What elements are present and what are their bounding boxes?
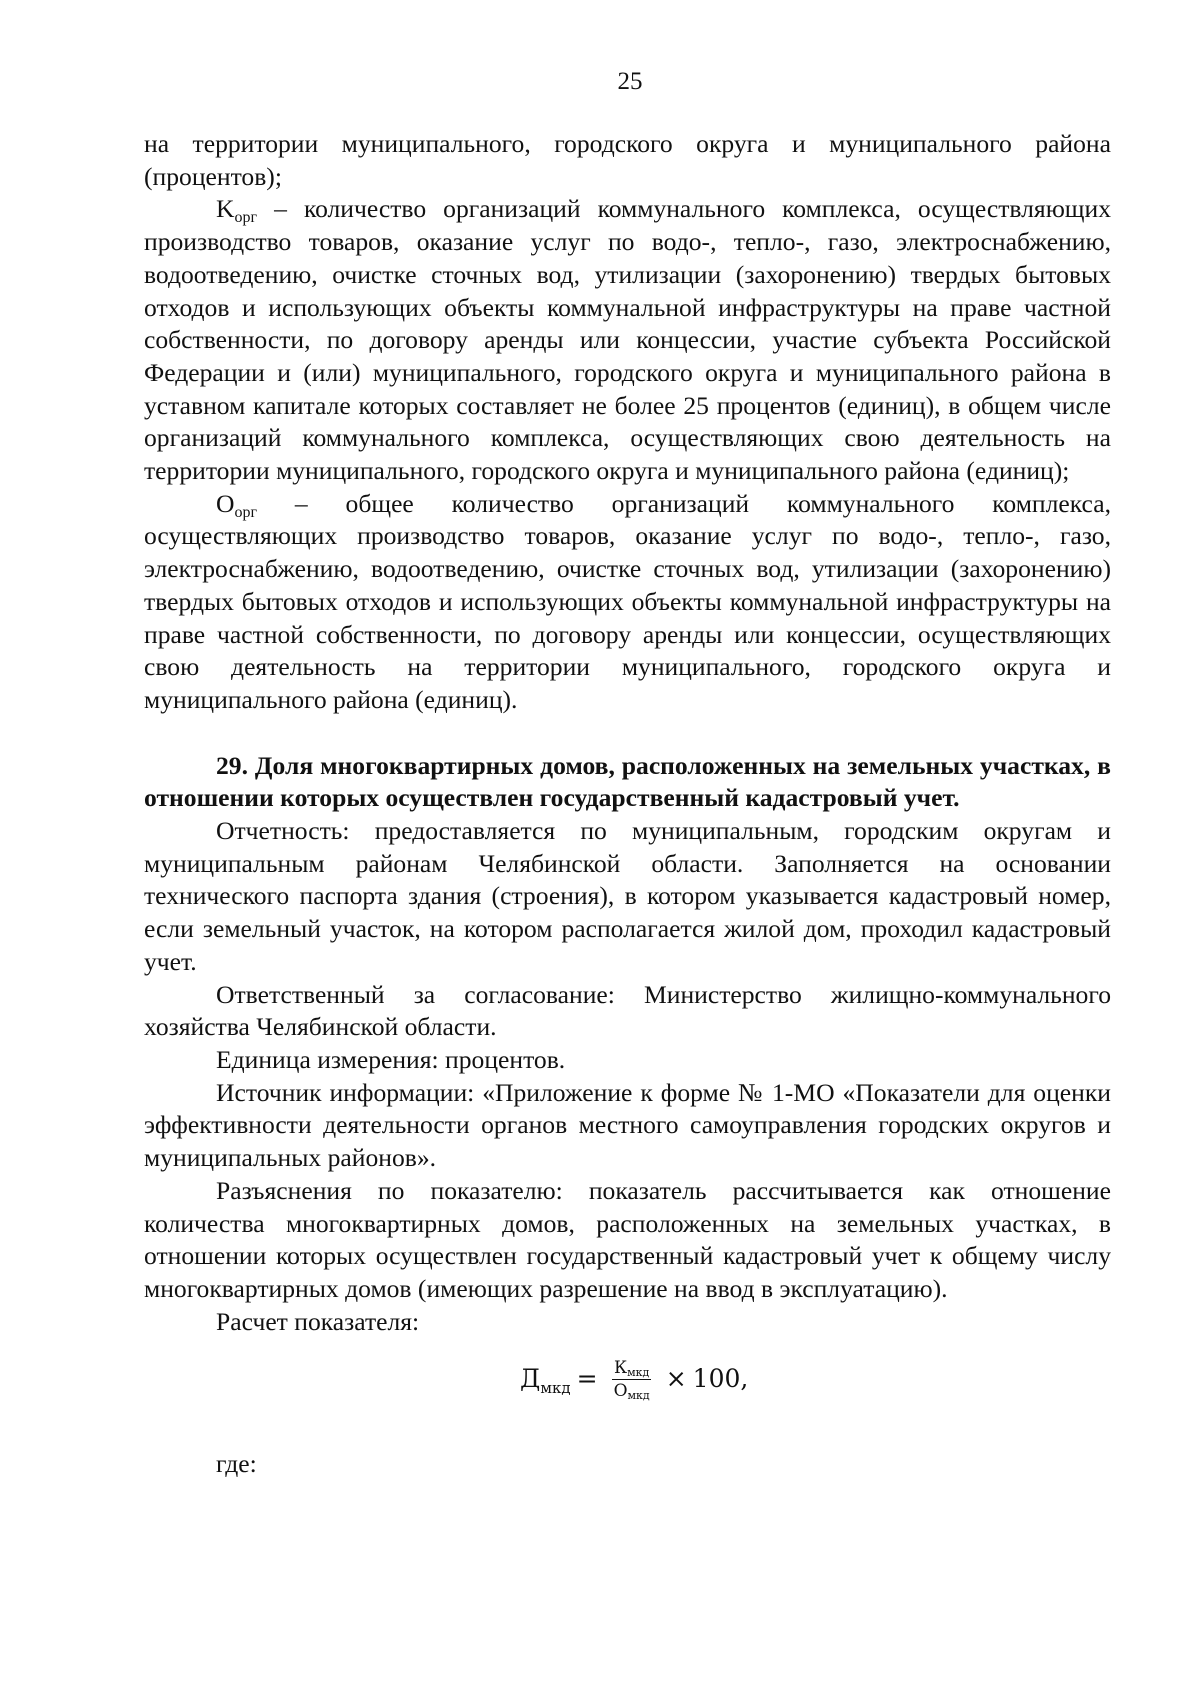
paragraph-continuation: на территории муниципального, городского округа и муниципального района (процентов);	[144, 129, 1111, 191]
document-body	[144, 128, 1111, 1481]
calculation-label: Расчет показателя:	[216, 1306, 420, 1336]
formula-factor: 100,	[692, 1364, 749, 1394]
formula-denominator: $О_{мкд}$	[613, 1381, 650, 1403]
formula	[520, 1358, 748, 1401]
definition-korg: $K_{орг}$ – количество организаций коммунального комплекса, осуществляющих производство товаров, оказание услуг по водо-, тепло-, газо, электроснабжению, водоотведению, очистке сточных вод, утилизации (захоронению) твердых бытовых отходов и использующих объекты коммунальной инфраструктуры на праве частной собственности, по договору аренды или концессии, участие субъекта Российской Федерации и (или) муниципального, городского округа и муниципального района в уставном капитале которых составляет не более 25 процентов (единиц), в общем числе организаций коммунального комплекса, осуществляющих свою деятельность на территории муниципального, городского округа и муниципального района (единиц);	[144, 194, 1112, 486]
formula-lhs: $Д_{мкд}$	[520, 1364, 571, 1398]
section-heading: 29. Доля многоквартирных домов, расположенных на земельных участках, в отношении которых осуществлен государственный кадастровый учет.	[144, 750, 1111, 813]
reporting-paragraph: Отчетность: предоставляется по муниципальным, городским округам и муниципальным районам Челябинской области. Заполняется на основании технического паспорта здания (строения), в котором указывается кадастровый номер, если земельный участок, на котором располагается жилой дом, проходил кадастровый учет.	[144, 816, 1111, 976]
page-number: 25	[617, 68, 643, 95]
definition-oorg-text: общее количество организаций коммунального комплекса, осуществляющих производство товаров, оказание услуг по водо-, тепло-, газо, электроснабжению, водоотведению, очистке сточных вод, утилизации (захоронению) твердых бытовых отходов и использующих объекты коммунальной инфраструктуры на праве частной собственности, по договору аренды или концессии, осуществляющих свою деятельность на территории муниципального, городского округа и муниципального района (единиц).	[144, 488, 1111, 714]
formula-block	[144, 1338, 1111, 1448]
definition-oorg: $O_{орг}$ – общее количество организаций коммунального комплекса, осуществляющих производство товаров, оказание услуг по водо-, тепло-, газо, электроснабжению, водоотведению, очистке сточных вод, утилизации (захоронению) твердых бытовых отходов и использующих объекты коммунальной инфраструктуры на праве частной собственности, по договору аренды или концессии, осуществляющих свою деятельность на территории муниципального, городского округа и муниципального района (единиц).	[144, 488, 1111, 714]
symbol-oorg: $O_{орг}$	[216, 488, 258, 521]
where-label: где:	[216, 1449, 257, 1479]
formula-equals: =	[576, 1364, 598, 1394]
explanation-paragraph: Разъяснения по показателю: показатель рассчитывается как отношение количества многоквартирных домов, расположенных на земельных участках, в отношении которых осуществлен государственный кадастровый учет к общему числу многоквартирных домов (имеющих разрешение на ввод в эксплуатацию).	[144, 1175, 1111, 1303]
unit-paragraph: Единица измерения: процентов.	[216, 1044, 566, 1074]
definition-korg-text: количество организаций коммунального комплекса, осуществляющих производство товаров, оказание услуг по водо-, тепло-, газо, электроснабжению, водоотведению, очистке сточных вод, утилизации (захоронению) твердых бытовых отходов и использующих объекты коммунальной инфраструктуры на праве частной собственности, по договору аренды или концессии, участие субъекта Российской Федерации и (или) муниципального, городского округа и муниципального района в уставном капитале которых составляет не более 25 процентов (единиц), в общем числе организаций коммунального комплекса, осуществляющих свою деятельность на территории муниципального, городского округа и муниципального района (единиц);	[144, 194, 1112, 486]
formula-times: ×	[665, 1364, 687, 1394]
responsible-paragraph: Ответственный за согласование: Министерство жилищно-коммунального хозяйства Челябинской области.	[144, 979, 1111, 1042]
formula-fraction	[612, 1358, 652, 1401]
source-paragraph: Источник информации: «Приложение к форме № 1-МО «Показатели для оценки эффективности деятельности органов местного самоуправления городских округов и муниципальных районов».	[144, 1077, 1111, 1173]
symbol-korg: $K_{орг}$	[216, 194, 258, 227]
formula-numerator: $К_{мкд}$	[613, 1358, 650, 1380]
